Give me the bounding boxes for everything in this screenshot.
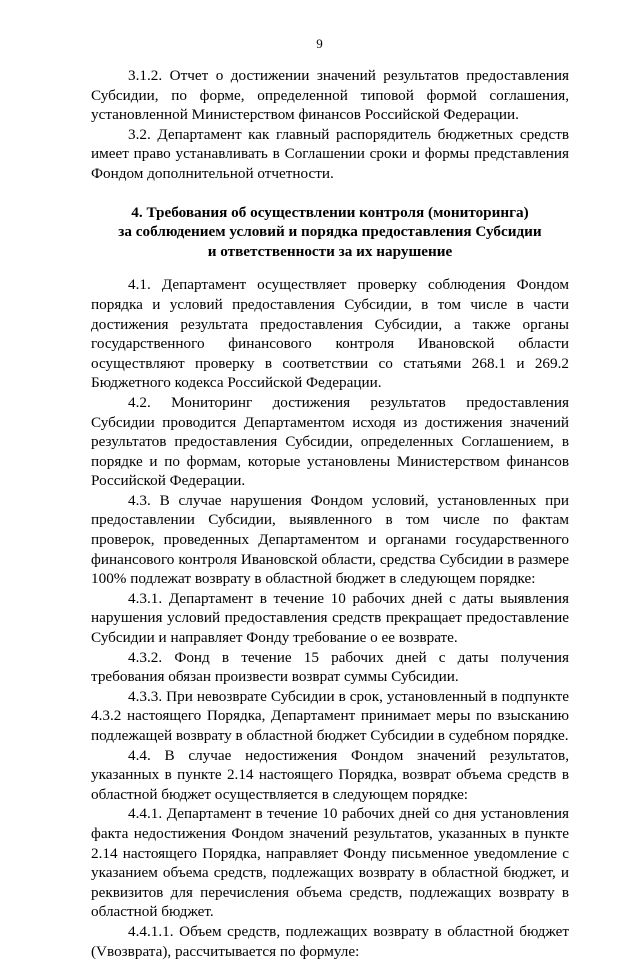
section-heading-line-2: за соблюдением условий и порядка предоставления Субсидии — [118, 223, 542, 241]
paragraph-4-2: 4.2. Мониторинг достижения результатов предоставления Субсидии проводится Департаментом исходя из достижения значений результатов предоставления Субсидии, определенных Соглашением, в порядке и по формам, которые установлены Министерством финансов Российской Федерации. — [91, 393, 569, 490]
paragraph-4-1: 4.1. Департамент осуществляет проверку соблюдения Фондом порядка и условий предоставления Субсидии, в том числе в части достижения результата предоставления Субсидии, а также органы государственного финансового контроля Ивановской области осуществляют проверку в соответствии со статьями 268.1 и 269.2 Бюджетного кодекса Российской Федерации. — [91, 276, 569, 392]
page-number: 9 — [316, 36, 323, 51]
section-heading — [91, 203, 569, 262]
paragraph-4-3-2: 4.3.2. Фонд в течение 15 рабочих дней с даты получения требования обязан произвести возврат суммы Субсидии. — [91, 648, 569, 686]
section-heading-line-1: 4. Требования об осуществлении контроля (мониторинга) — [131, 203, 529, 221]
document-body — [91, 66, 569, 961]
paragraph-4-3-1: 4.3.1. Департамент в течение 10 рабочих дней с даты выявления нарушения условий предоставления средств прекращает предоставление Субсидии и направляет Фонду требование о ее возврате. — [91, 589, 569, 647]
paragraph-4-3: 4.3. В случае нарушения Фондом условий, установленных при предоставлении Субсидии, выявленного в том числе по фактам проверок, проведенных Департаментом и органами государственного финансового контроля Ивановской области, средства Субсидии в размере 100% подлежат возврату в областной бюджет в следующем порядке: — [91, 491, 569, 588]
section-heading-line-3: и ответственности за их нарушение — [207, 242, 453, 260]
paragraph-4-3-3: 4.3.3. При невозврате Субсидии в срок, установленный в подпункте 4.3.2 настоящего Порядка, Департамент принимает меры по взысканию подлежащей возврату в областной бюджет Субсидии в судебном порядке. — [91, 687, 569, 744]
paragraph-4-4-1: 4.4.1. Департамент в течение 10 рабочих дней со дня установления факта недостижения Фондом значений результатов, указанных в пункте 2.14 настоящего Порядка, направляет Фонду письменное уведомление с указанием объема средств, подлежащих возврату в областной бюджет, и реквизитов для перечисления объема средств, подлежащих возврату в областной бюджет. — [91, 805, 569, 921]
paragraph-4-4-1-1: 4.4.1.1. Объем средств, подлежащих возврату в областной бюджет (Vвозврата), рассчитывается по формуле: — [91, 922, 569, 960]
paragraph-3-1-2: 3.1.2. Отчет о достижении значений результатов предоставления Субсидии, по форме, определенной типовой формой соглашения, установленной Министерством финансов Российской Федерации. — [91, 67, 569, 124]
paragraph-3-2: 3.2. Департамент как главный распорядитель бюджетных средств имеет право устанавливать в Соглашении сроки и формы представления Фондом дополнительной отчетности. — [91, 125, 569, 182]
paragraph-4-4: 4.4. В случае недостижения Фондом значений результатов, указанных в пункте 2.14 настоящего Порядка, возврат объема средств в областной бюджет осуществляется в следующем порядке: — [91, 746, 569, 803]
